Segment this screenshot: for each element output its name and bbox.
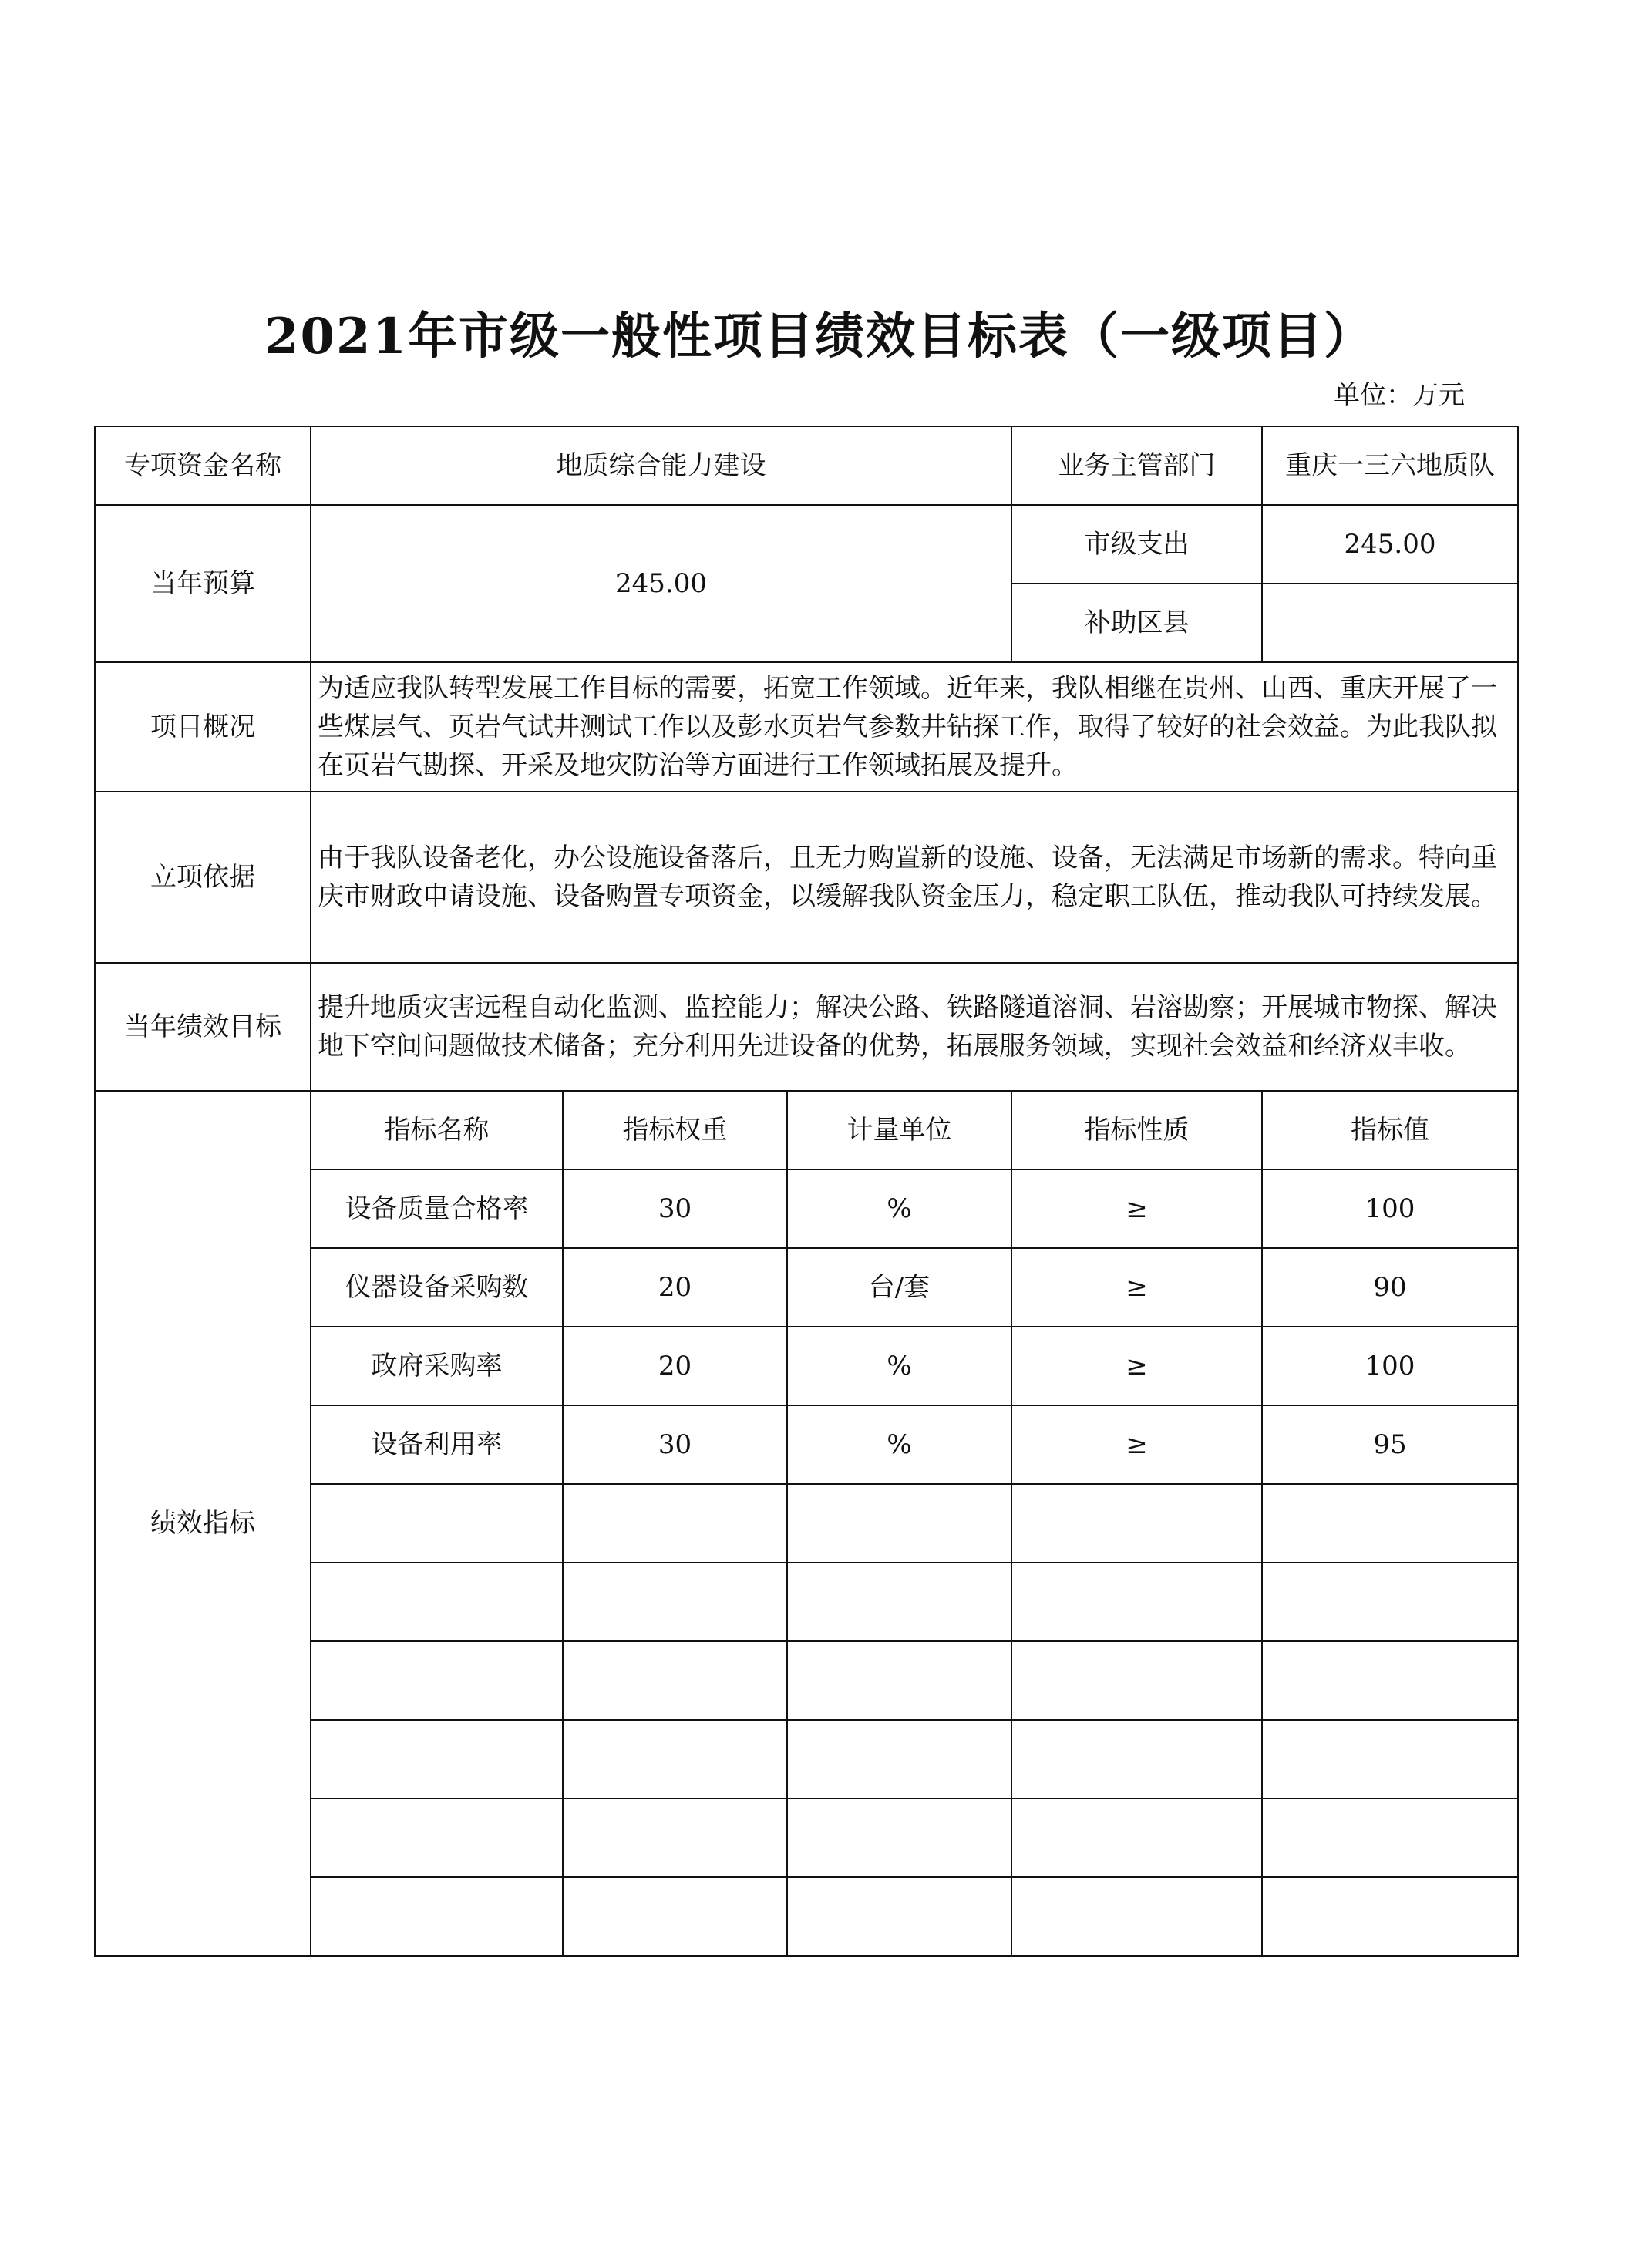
indicator-unit: 台/套	[787, 1248, 1011, 1327]
indicator-name	[311, 1877, 563, 1956]
performance-target-table	[94, 426, 1519, 1957]
overview-text: 为适应我队转型发展工作目标的需要，拓宽工作领域。近年来，我队相继在贵州、山西、重庆开展了一些煤层气、页岩气试井测试工作以及彭水页岩气参数井钻探工作，取得了较好的社会效益。为此我队拟在页岩气勘探、开采及地灾防治等方面进行工作领域拓展及提升。	[311, 662, 1518, 792]
department-value: 重庆一三六地质队	[1262, 426, 1518, 505]
fund-name-label: 专项资金名称	[95, 426, 311, 505]
indicator-name	[311, 1641, 563, 1720]
indicator-value: 100	[1262, 1327, 1518, 1405]
indicator-value: 95	[1262, 1405, 1518, 1484]
indicator-unit: %	[787, 1169, 1011, 1248]
indicator-weight: 30	[563, 1169, 787, 1248]
indicator-value	[1262, 1563, 1518, 1641]
indicator-header-name: 指标名称	[311, 1091, 563, 1169]
indicator-name: 仪器设备采购数	[311, 1248, 563, 1327]
indicator-value	[1262, 1641, 1518, 1720]
indicator-weight	[563, 1799, 787, 1877]
indicator-nature	[1011, 1641, 1262, 1720]
indicator-nature	[1011, 1563, 1262, 1641]
budget-total: 245.00	[311, 505, 1011, 662]
indicator-nature: ≥	[1011, 1327, 1262, 1405]
indicator-nature	[1011, 1799, 1262, 1877]
fund-name-value: 地质综合能力建设	[311, 426, 1011, 505]
goal-row	[95, 963, 1518, 1091]
budget-row-city	[95, 505, 1518, 584]
city-expense-label: 市级支出	[1011, 505, 1262, 584]
indicator-value: 90	[1262, 1248, 1518, 1327]
city-expense-value: 245.00	[1262, 505, 1518, 584]
indicator-value: 100	[1262, 1169, 1518, 1248]
indicator-name	[311, 1484, 563, 1563]
indicator-header-row	[95, 1091, 1518, 1169]
budget-label: 当年预算	[95, 505, 311, 662]
indicator-header-unit: 计量单位	[787, 1091, 1011, 1169]
indicator-value	[1262, 1484, 1518, 1563]
page-title: 2021年市级一般性项目绩效目标表（一级项目）	[264, 308, 1375, 365]
goal-text: 提升地质灾害远程自动化监测、监控能力；解决公路、铁路隧道溶洞、岩溶勘察；开展城市物探、解决地下空间问题做技术储备；充分利用先进设备的优势，拓展服务领域，实现社会效益和经济双丰收。	[311, 963, 1518, 1091]
indicator-value	[1262, 1799, 1518, 1877]
basis-label: 立项依据	[95, 792, 311, 963]
county-subsidy-value	[1262, 584, 1518, 662]
indicator-unit	[787, 1641, 1011, 1720]
indicator-header-nature: 指标性质	[1011, 1091, 1262, 1169]
indicator-nature: ≥	[1011, 1248, 1262, 1327]
indicator-weight	[563, 1563, 787, 1641]
indicator-unit	[787, 1484, 1011, 1563]
indicator-nature	[1011, 1484, 1262, 1563]
indicators-label: 绩效指标	[95, 1091, 311, 1956]
indicator-name: 政府采购率	[311, 1327, 563, 1405]
indicator-weight: 30	[563, 1405, 787, 1484]
indicator-nature: ≥	[1011, 1405, 1262, 1484]
indicator-unit	[787, 1877, 1011, 1956]
indicator-unit: %	[787, 1405, 1011, 1484]
indicator-weight	[563, 1877, 787, 1956]
indicator-name	[311, 1563, 563, 1641]
indicator-value	[1262, 1877, 1518, 1956]
indicator-weight: 20	[563, 1327, 787, 1405]
overview-row	[95, 662, 1518, 792]
indicator-unit	[787, 1720, 1011, 1799]
department-label: 业务主管部门	[1011, 426, 1262, 505]
fund-name-row	[95, 426, 1518, 505]
county-subsidy-label: 补助区县	[1011, 584, 1262, 662]
basis-row	[95, 792, 1518, 963]
indicator-nature: ≥	[1011, 1169, 1262, 1248]
indicator-name: 设备利用率	[311, 1405, 563, 1484]
overview-label: 项目概况	[95, 662, 311, 792]
unit-label: 单位：万元	[1334, 380, 1465, 411]
indicator-weight: 20	[563, 1248, 787, 1327]
indicator-value	[1262, 1720, 1518, 1799]
indicator-unit	[787, 1563, 1011, 1641]
goal-label: 当年绩效目标	[95, 963, 311, 1091]
indicator-header-weight: 指标权重	[563, 1091, 787, 1169]
indicator-nature	[1011, 1877, 1262, 1956]
indicator-unit	[787, 1799, 1011, 1877]
basis-text: 由于我队设备老化，办公设施设备落后，且无力购置新的设施、设备，无法满足市场新的需求。特向重庆市财政申请设施、设备购置专项资金，以缓解我队资金压力，稳定职工队伍，推动我队可持续发展。	[311, 792, 1518, 963]
indicator-nature	[1011, 1720, 1262, 1799]
indicator-name: 设备质量合格率	[311, 1169, 563, 1248]
indicator-name	[311, 1799, 563, 1877]
indicator-weight	[563, 1484, 787, 1563]
indicator-weight	[563, 1641, 787, 1720]
indicator-name	[311, 1720, 563, 1799]
indicator-weight	[563, 1720, 787, 1799]
indicator-header-value: 指标值	[1262, 1091, 1518, 1169]
indicator-unit: %	[787, 1327, 1011, 1405]
